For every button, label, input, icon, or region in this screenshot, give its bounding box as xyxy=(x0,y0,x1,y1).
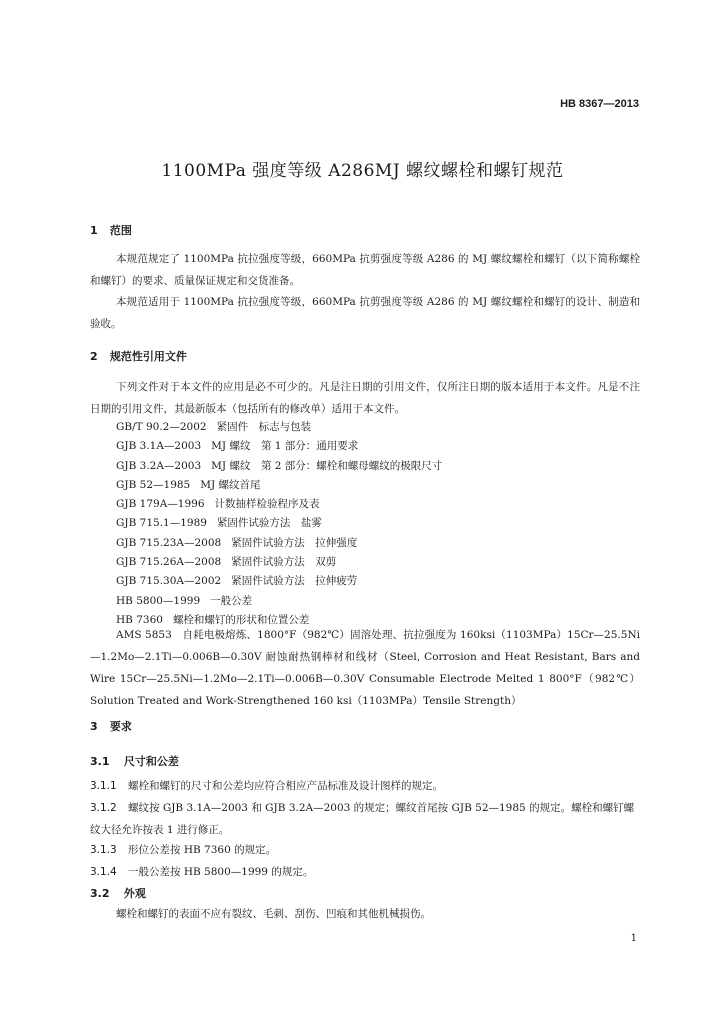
reference-item xyxy=(116,572,646,591)
reference-title: MJ 螺纹 第 2 部分：螺栓和螺母螺纹的极限尺寸 xyxy=(211,459,443,472)
reference-code: GJB 3.1A—2003 xyxy=(116,440,202,453)
reference-code: GJB 715.1—1989 xyxy=(116,517,207,530)
section-number: 2 xyxy=(90,350,98,363)
reference-item xyxy=(116,457,646,476)
reference-title: 计数抽样检验程序及表 xyxy=(214,498,320,511)
reference-code: GJB 179A—1996 xyxy=(116,498,205,511)
clause-3-1-3 xyxy=(90,840,640,862)
reference-code: GJB 3.2A—2003 xyxy=(116,459,202,472)
reference-item xyxy=(116,553,646,572)
reference-item xyxy=(116,437,646,456)
page-number: 1 xyxy=(630,933,637,944)
reference-item xyxy=(116,534,646,553)
clause-number: 3.1.4 xyxy=(90,866,117,878)
section-2-intro: 下列文件对于本文件的应用是必不可少的。凡是注日期的引用文件，仅所注日期的版本适用于本文件。凡是不注日期的引用文件，其最新版本（包括所有的修改单）适用于本文件。 xyxy=(90,381,640,415)
section-1-paragraph-1: 本规范规定了 1100MPa 抗拉强度等级，660MPa 抗剪强度等级 A286 的 MJ 螺纹螺栓和螺钉（以下简称螺栓和螺钉）的要求、质量保证规定和交货准备。 xyxy=(90,253,640,287)
reference-item xyxy=(116,514,646,533)
reference-title: 紧固件试验方法 拉伸疲劳 xyxy=(231,575,358,588)
clause-text: 一般公差按 HB 5800—1999 的规定。 xyxy=(128,866,314,878)
reference-title: 紧固件试验方法 拉伸强度 xyxy=(231,536,358,549)
document-title: 1100MPa 强度等级 A286MJ 螺纹螺栓和螺钉规范 xyxy=(161,161,564,181)
reference-code: GJB 715.30A—2002 xyxy=(116,575,222,588)
reference-code: HB 5800—1999 xyxy=(116,594,201,607)
clause-number: 3.1.3 xyxy=(90,844,117,856)
reference-code: GJB 52—1985 xyxy=(116,478,191,491)
subsection-title: 尺寸和公差 xyxy=(123,755,179,768)
reference-code: GJB 715.26A—2008 xyxy=(116,556,222,569)
appearance-paragraph: 螺栓和螺钉的表面不应有裂纹、毛刺、刮伤、凹痕和其他机械损伤。 xyxy=(116,908,431,920)
clause-text: 螺纹按 GJB 3.1A—2003 和 GJB 3.2A—2003 的规定；螺纹首尾按 GJB 52—1985 的规定。螺栓和螺钉螺纹大径允许按表 1 进行修正。 xyxy=(90,802,635,836)
section-number: 1 xyxy=(90,224,98,237)
clause-text: 形位公差按 HB 7360 的规定。 xyxy=(128,844,277,856)
section-number: 3 xyxy=(90,720,98,733)
reference-title: MJ 螺纹 第 1 部分：通用要求 xyxy=(211,440,359,453)
section-title: 规范性引用文件 xyxy=(109,350,187,363)
standard-code: HB 8367—2013 xyxy=(560,98,639,110)
section-1-heading xyxy=(90,222,132,238)
reference-title: 紧固件试验方法 盐雾 xyxy=(216,517,322,530)
section-title: 范围 xyxy=(109,224,132,237)
reference-title: 紧固件试验方法 双剪 xyxy=(231,556,337,569)
subsection-3-2-heading xyxy=(90,885,146,901)
subsection-number: 3.1 xyxy=(90,755,110,768)
reference-title: MJ 螺纹首尾 xyxy=(200,478,261,491)
reference-title: 螺栓和螺钉的形状和位置公差 xyxy=(172,613,310,626)
subsection-number: 3.2 xyxy=(90,887,110,900)
clause-text: 螺栓和螺钉的尺寸和公差均应符合相应产品标准及设计图样的规定。 xyxy=(128,780,443,792)
reference-title: 紧固件 标志与包装 xyxy=(216,421,312,433)
ams-reference: AMS 5853 自耗电极熔炼、1800°F（982℃）固溶处理、抗拉强度为 160ksi（1103MPa）15Cr—25.5Ni—1.2Mo—2.1Ti—0.006B—0.30V 耐蚀耐热钢棒材和线材（Steel, Corrosion and Heat Resistant, Bars and Wire 15Cr—25.5Ni—1.2Mo—2.1Ti—0.006B—0.30V Consumable Electrode Melted 1 800°F（982℃）Solution Treated and Work-Strengthened 160 ksi（1103MPa）Tensile Strength） xyxy=(90,629,640,707)
reference-item xyxy=(116,476,646,495)
reference-item xyxy=(116,418,646,437)
section-title: 要求 xyxy=(109,720,132,733)
reference-list xyxy=(116,418,646,630)
reference-title: 一般公差 xyxy=(210,594,253,607)
reference-item xyxy=(116,592,646,611)
reference-code: HB 7360 xyxy=(116,613,163,626)
clause-number: 3.1.2 xyxy=(90,802,117,814)
subsection-title: 外观 xyxy=(123,887,146,900)
reference-code: GJB 715.23A—2008 xyxy=(116,536,222,549)
clause-number: 3.1.1 xyxy=(90,780,117,792)
section-3-heading xyxy=(90,718,132,734)
reference-code: GB/T 90.2—2002 xyxy=(116,421,207,433)
section-1-paragraph-2: 本规范适用于 1100MPa 抗拉强度等级，660MPa 抗剪强度等级 A286 的 MJ 螺纹螺栓和螺钉的设计、制造和验收。 xyxy=(90,296,640,330)
clause-3-1-4 xyxy=(90,862,640,884)
reference-item xyxy=(116,495,646,514)
section-2-heading xyxy=(90,348,187,364)
subsection-3-1-heading xyxy=(90,753,179,769)
clause-3-1-2 xyxy=(90,798,640,841)
clause-3-1-1 xyxy=(90,776,640,798)
